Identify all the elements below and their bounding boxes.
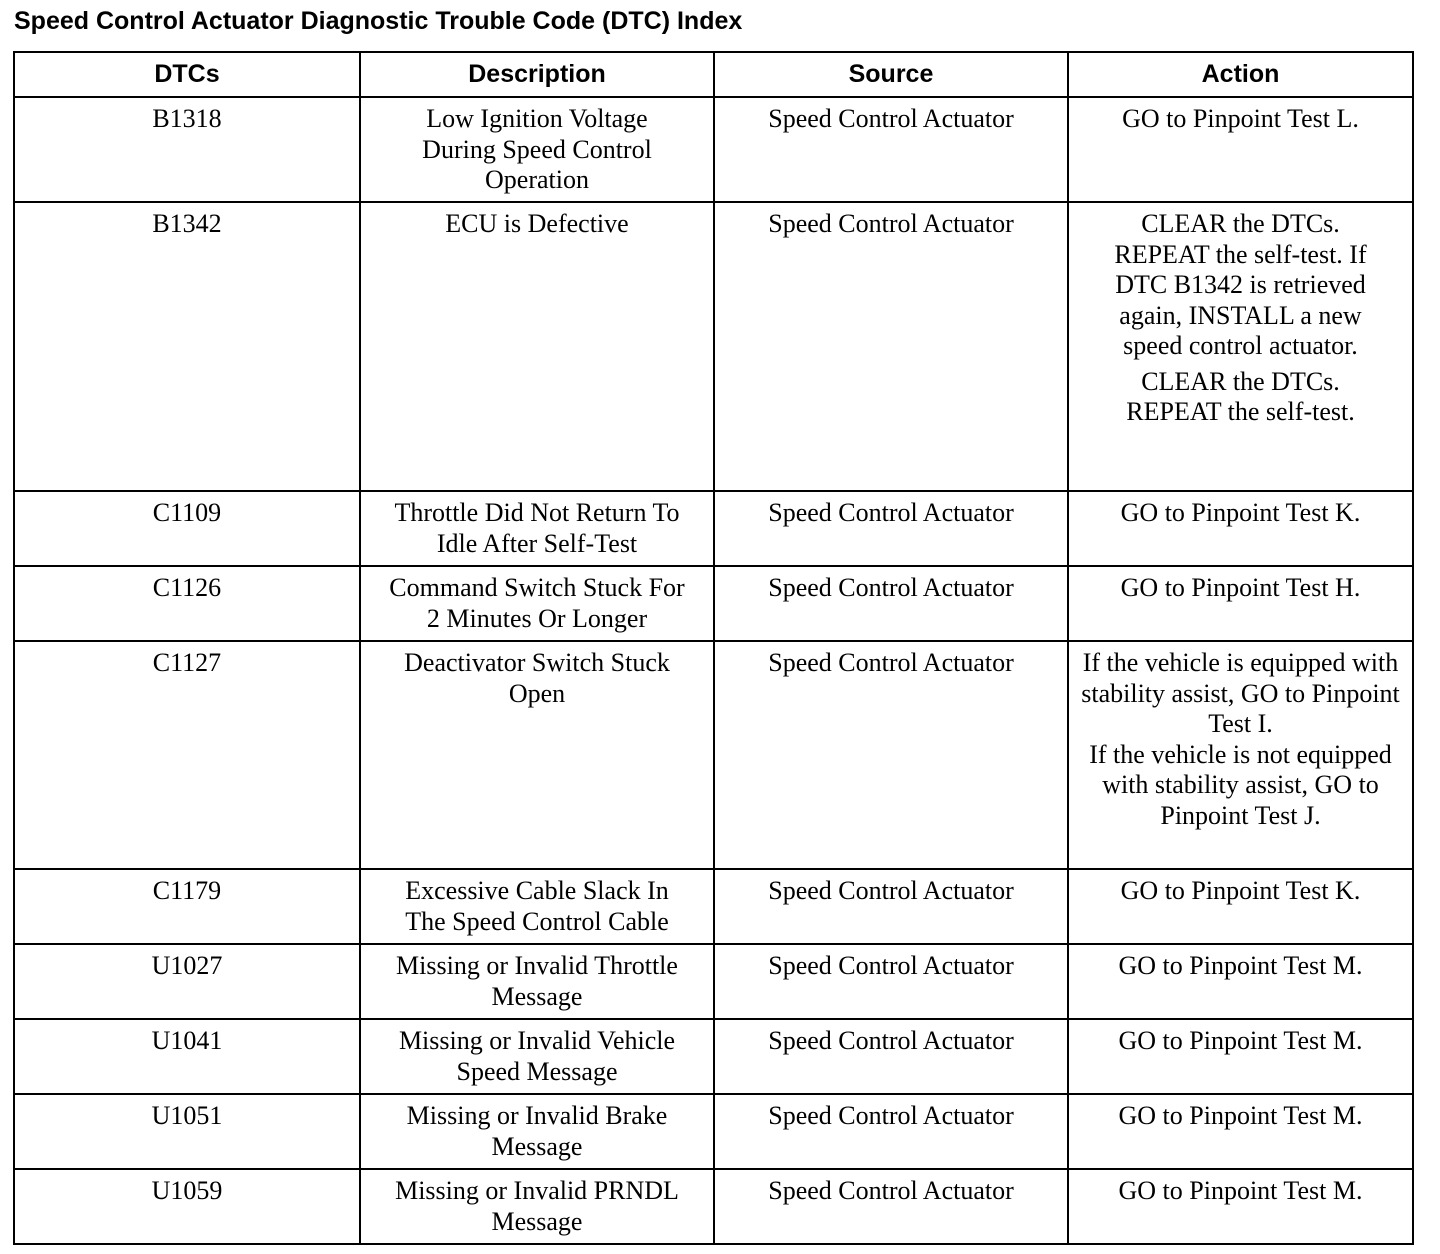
dtc-description: Missing or Invalid PRNDL Message bbox=[395, 1176, 679, 1236]
action-cell bbox=[1068, 202, 1413, 491]
dtc-source: Speed Control Actuator bbox=[768, 498, 1014, 527]
dtc-code-cell bbox=[14, 1169, 360, 1244]
table-row bbox=[14, 1094, 1413, 1169]
description-cell bbox=[360, 566, 714, 641]
source-cell bbox=[714, 641, 1068, 869]
description-cell bbox=[360, 491, 714, 566]
description-cell bbox=[360, 944, 714, 1019]
source-cell bbox=[714, 944, 1068, 1019]
dtc-source: Speed Control Actuator bbox=[768, 876, 1014, 905]
description-cell bbox=[360, 202, 714, 491]
dtc-index-table bbox=[13, 51, 1414, 1245]
action-text: GO to Pinpoint Test K. bbox=[1120, 498, 1361, 527]
dtc-code-cell bbox=[14, 491, 360, 566]
action-cell bbox=[1068, 641, 1413, 869]
dtc-source: Speed Control Actuator bbox=[768, 104, 1014, 133]
action-cell bbox=[1068, 869, 1413, 944]
table-row bbox=[14, 869, 1413, 944]
dtc-description: Excessive Cable Slack In The Speed Control Cable bbox=[405, 876, 669, 936]
column-header-source: Source bbox=[714, 52, 1068, 97]
dtc-code-cell bbox=[14, 202, 360, 491]
dtc-source: Speed Control Actuator bbox=[768, 209, 1014, 238]
dtc-code: C1179 bbox=[152, 876, 222, 905]
action-cell bbox=[1068, 491, 1413, 566]
dtc-code-cell bbox=[14, 566, 360, 641]
source-cell bbox=[714, 1094, 1068, 1169]
dtc-code: U1059 bbox=[151, 1176, 223, 1205]
dtc-code: C1126 bbox=[152, 573, 222, 602]
description-cell bbox=[360, 97, 714, 202]
source-cell bbox=[714, 1169, 1068, 1244]
description-cell bbox=[360, 641, 714, 869]
dtc-code: C1127 bbox=[152, 648, 222, 677]
dtc-source: Speed Control Actuator bbox=[768, 1026, 1014, 1055]
column-header-dtcs: DTCs bbox=[14, 52, 360, 97]
dtc-description: ECU is Defective bbox=[445, 209, 629, 238]
dtc-source: Speed Control Actuator bbox=[768, 1101, 1014, 1130]
action-cell bbox=[1068, 944, 1413, 1019]
action-text: CLEAR the DTCs. REPEAT the self-test. bbox=[1126, 366, 1355, 426]
dtc-code-cell bbox=[14, 869, 360, 944]
description-cell bbox=[360, 1169, 714, 1244]
dtc-description: Missing or Invalid Brake Message bbox=[406, 1101, 668, 1161]
column-header-description: Description bbox=[360, 52, 714, 97]
dtc-code-cell bbox=[14, 641, 360, 869]
dtc-code-cell bbox=[14, 1019, 360, 1094]
dtc-code-cell bbox=[14, 944, 360, 1019]
dtc-code-cell bbox=[14, 97, 360, 202]
table-row bbox=[14, 491, 1413, 566]
dtc-code: B1342 bbox=[152, 209, 222, 238]
action-cell bbox=[1068, 97, 1413, 202]
action-text: CLEAR the DTCs. REPEAT the self-test. If DTC B1342 is retrieved again, INSTALL a new speed control actuator. bbox=[1114, 209, 1367, 360]
dtc-code: U1027 bbox=[151, 951, 223, 980]
action-text: GO to Pinpoint Test L. bbox=[1122, 104, 1359, 133]
table-row bbox=[14, 1169, 1413, 1244]
dtc-source: Speed Control Actuator bbox=[768, 648, 1014, 677]
table-row bbox=[14, 1019, 1413, 1094]
description-cell bbox=[360, 869, 714, 944]
table-row bbox=[14, 97, 1413, 202]
dtc-description: Missing or Invalid Vehicle Speed Message bbox=[398, 1026, 676, 1086]
dtc-description: Low Ignition Voltage During Speed Control Operation bbox=[422, 104, 652, 194]
action-cell bbox=[1068, 1169, 1413, 1244]
dtc-code: U1041 bbox=[151, 1026, 223, 1055]
dtc-description: Missing or Invalid Throttle Message bbox=[396, 951, 678, 1011]
action-text: GO to Pinpoint Test M. bbox=[1118, 951, 1363, 980]
source-cell bbox=[714, 202, 1068, 491]
dtc-description: Command Switch Stuck For 2 Minutes Or Longer bbox=[389, 573, 685, 633]
action-text: GO to Pinpoint Test M. bbox=[1118, 1101, 1363, 1130]
dtc-code: U1051 bbox=[151, 1101, 223, 1130]
action-text: GO to Pinpoint Test M. bbox=[1118, 1176, 1363, 1205]
table-row bbox=[14, 641, 1413, 869]
description-cell bbox=[360, 1094, 714, 1169]
dtc-code-cell bbox=[14, 1094, 360, 1169]
dtc-source: Speed Control Actuator bbox=[768, 1176, 1014, 1205]
action-text: GO to Pinpoint Test H. bbox=[1120, 573, 1361, 602]
action-cell bbox=[1068, 1094, 1413, 1169]
dtc-code: C1109 bbox=[152, 498, 222, 527]
table-header-row bbox=[14, 52, 1413, 97]
table-row bbox=[14, 944, 1413, 1019]
dtc-code: B1318 bbox=[152, 104, 222, 133]
dtc-source: Speed Control Actuator bbox=[768, 573, 1014, 602]
source-cell bbox=[714, 1019, 1068, 1094]
table-row bbox=[14, 202, 1413, 491]
column-header-action: Action bbox=[1068, 52, 1413, 97]
source-cell bbox=[714, 97, 1068, 202]
source-cell bbox=[714, 869, 1068, 944]
page-title: Speed Control Actuator Diagnostic Trouble Code (DTC) Index bbox=[14, 7, 743, 35]
dtc-description: Throttle Did Not Return To Idle After Self-Test bbox=[394, 498, 680, 558]
action-text: GO to Pinpoint Test K. bbox=[1120, 876, 1361, 905]
action-text: GO to Pinpoint Test M. bbox=[1118, 1026, 1363, 1055]
source-cell bbox=[714, 491, 1068, 566]
action-cell bbox=[1068, 1019, 1413, 1094]
action-cell bbox=[1068, 566, 1413, 641]
dtc-description: Deactivator Switch Stuck Open bbox=[404, 648, 670, 708]
table-row bbox=[14, 566, 1413, 641]
action-text: If the vehicle is equipped with stability assist, GO to Pinpoint Test I. bbox=[1081, 648, 1400, 738]
source-cell bbox=[714, 566, 1068, 641]
description-cell bbox=[360, 1019, 714, 1094]
action-text: If the vehicle is not equipped with stability assist, GO to Pinpoint Test J. bbox=[1089, 739, 1392, 830]
dtc-source: Speed Control Actuator bbox=[768, 951, 1014, 980]
